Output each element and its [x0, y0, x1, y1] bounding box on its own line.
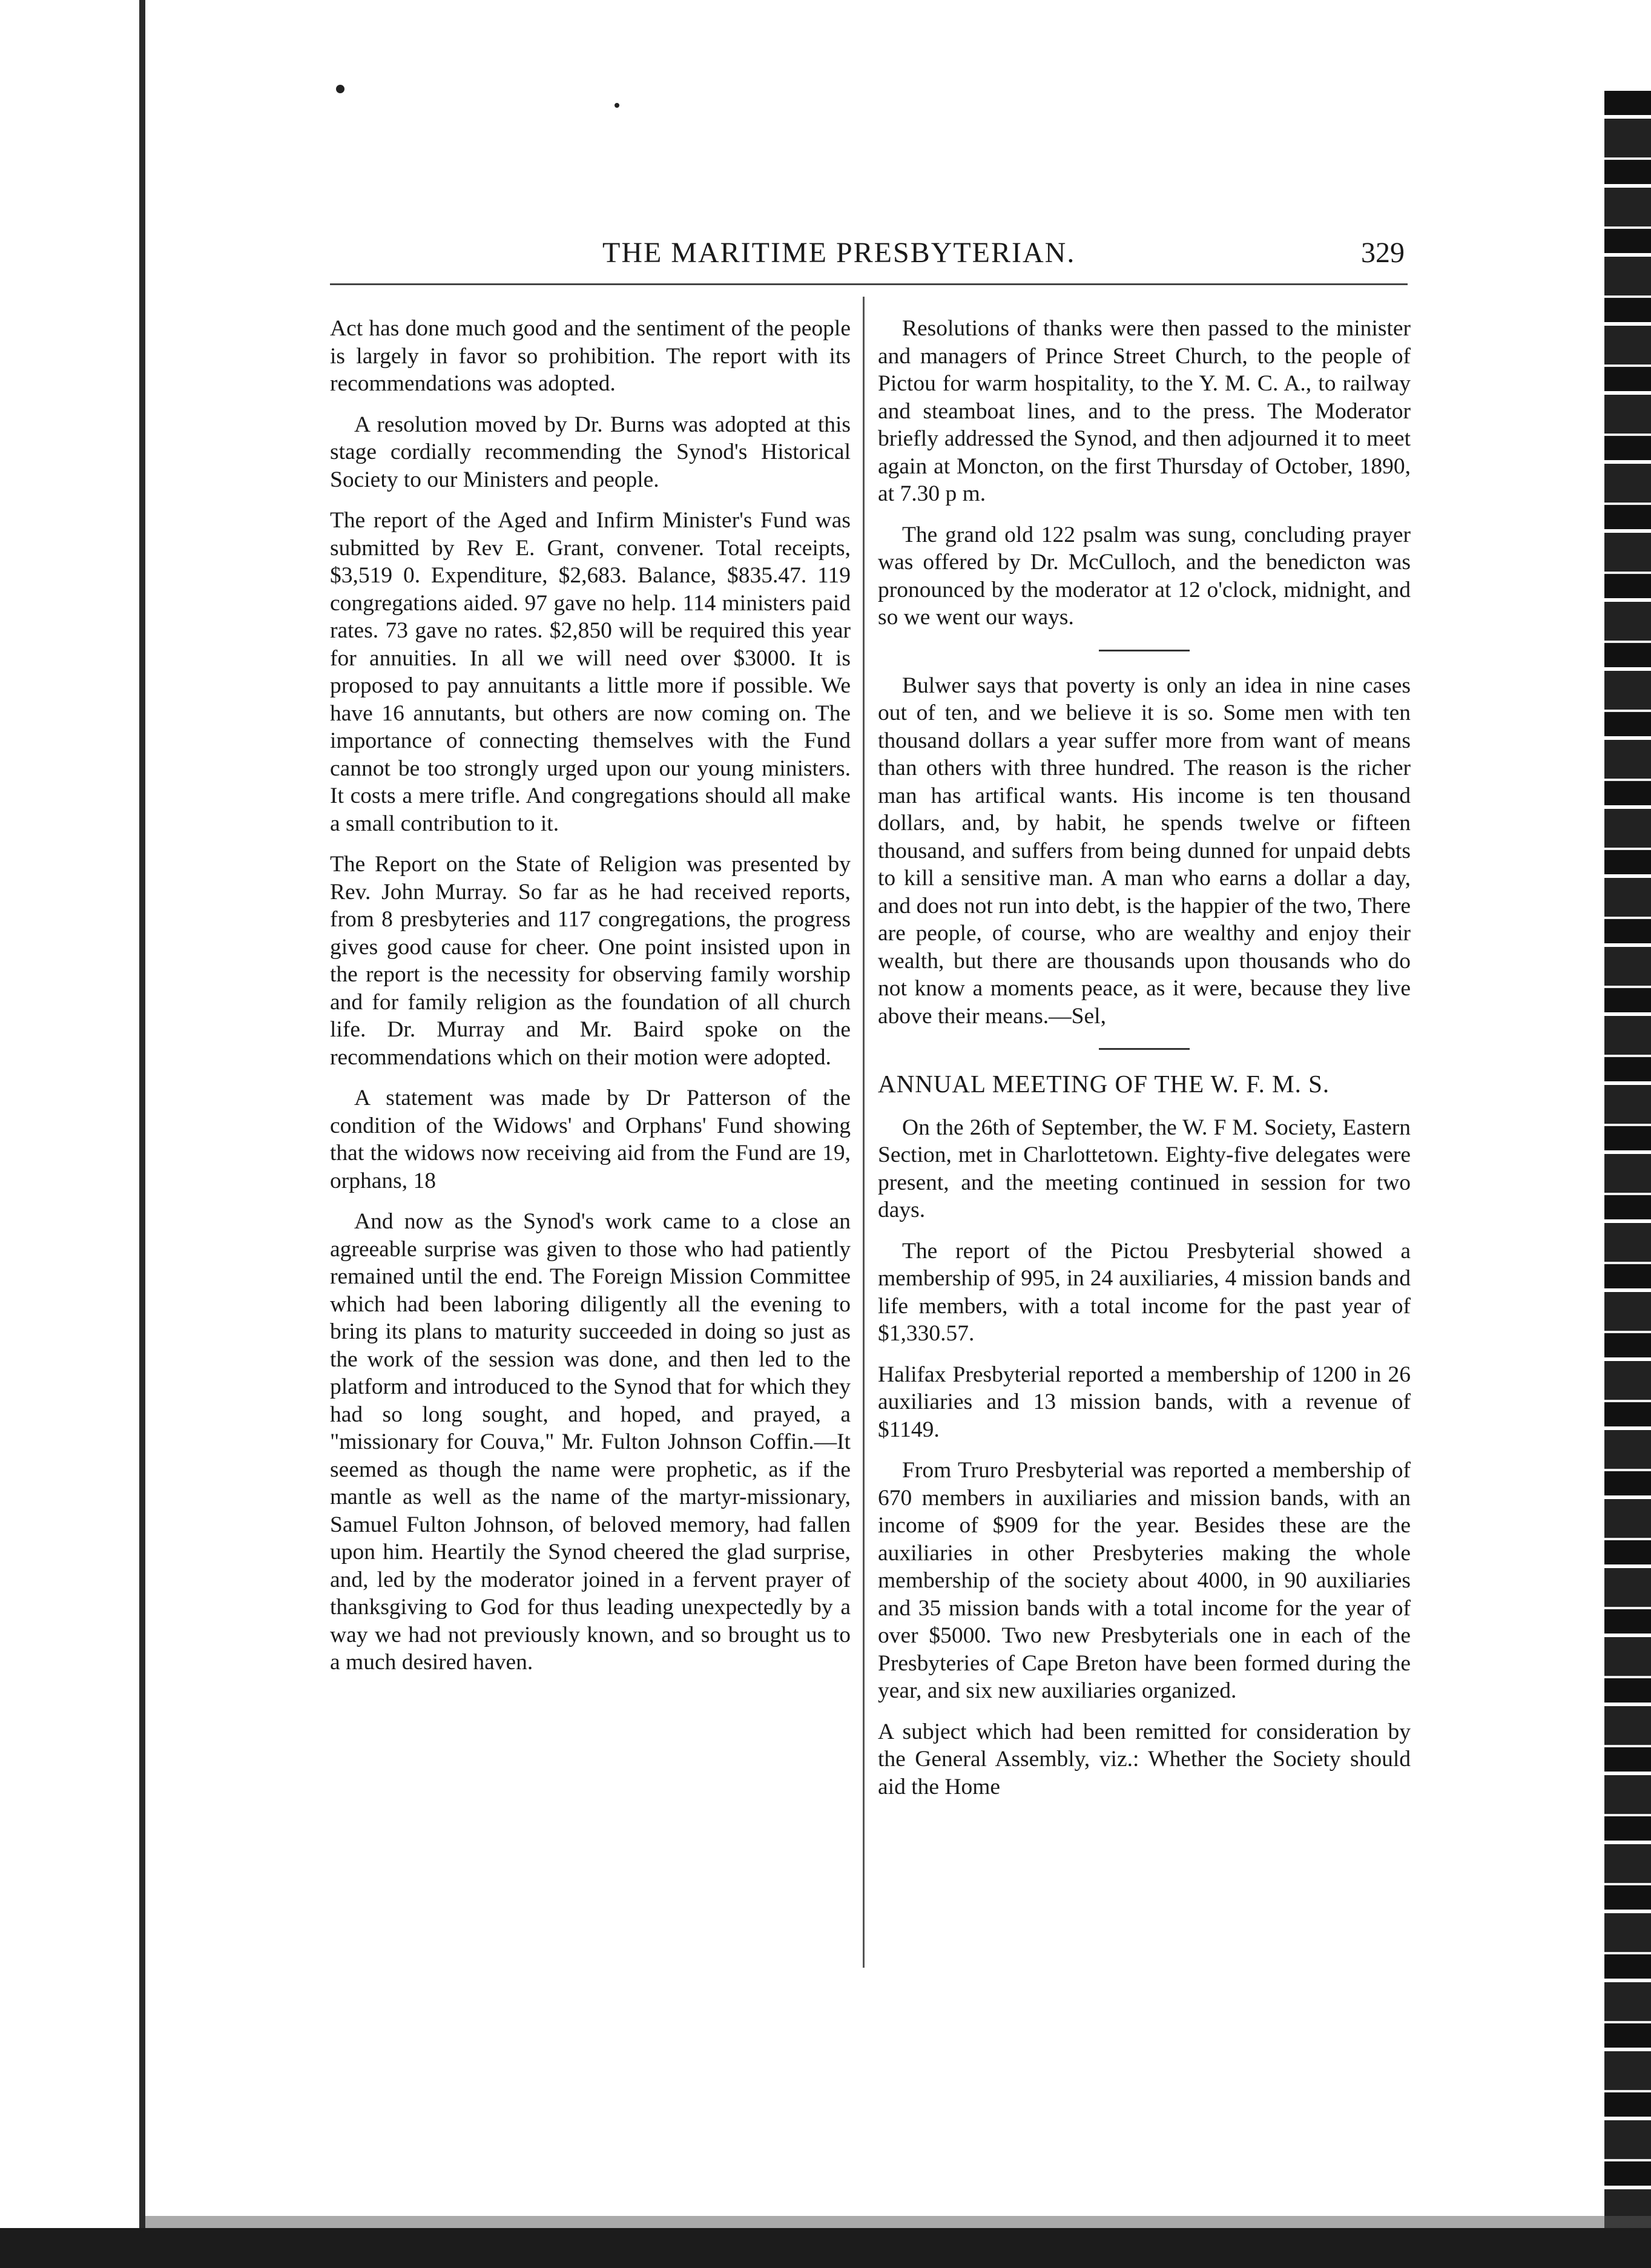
- paragraph: Halifax Presbyterial reported a membership of 1200 in 26 auxiliaries and 13 mission bands, with a revenue of $1149.: [878, 1362, 1411, 1442]
- paragraph: And now as the Synod's work came to a close an agreeable surprise was given to those who had patiently remained until the end. The Foreign Mission Committee which had been laboring diligently all the evening to bring its plans to maturity succeeded in doing so just as the work of the session was done, and then led to the platform and introduced to the Synod that for which they had so long sought, and hoped, and prayed, a "missionary for Couva," Mr. Fulton Johnson Coffin.—It seemed as though the name were prophetic, as if the mantle as well as the name of the martyr-missionary, Samuel Fulton Johnson, of beloved memory, had fallen upon him. Heartily the Synod cheered the glad surprise, and, led by the moderator joined in a fervent prayer of thanksgiving to God for thus leading unexpectedly by a way we had not previously known, and so brought us to a much desired haven.: [330, 1209, 851, 1675]
- page-header: [327, 236, 1405, 279]
- paragraph: A subject which had been remitted for consideration by the General Assembly, viz.: Whether the Society should aid the Home: [878, 1719, 1411, 1799]
- right-column: [878, 315, 1411, 1814]
- paragraph: Act has done much good and the sentiment of the people is largely in favor so prohibition. The report with its recommendations was adopted.: [330, 316, 851, 396]
- paragraph: A statement was made by Dr Patterson of the condition of the Widows' and Orphans' Fund showing that the widows now receiving aid from the Fund are 19, orphans, 18: [330, 1086, 851, 1193]
- column-divider: [863, 297, 865, 1968]
- paragraph: The report of the Aged and Infirm Minister's Fund was submitted by Rev E. Grant, convener. Total receipts, $3,519 0. Expenditure, $2,683. Balance, $835.47. 119 congregations aided. 97 gave no help. 114 ministers paid rates. 73 gave no rates. $2,850 will be required this year for annuities. In all we will need over $3000. It is proposed to pay annuitants a little more if possible. We have 16 annutants, but others are now coming on. The importance of connecting themselves with the Fund cannot be too strongly urged upon our young ministers. It costs a mere trifle. And congregations should all make a small contribution to it.: [330, 508, 851, 836]
- journal-title: THE MARITIME PRESBYTERIAN.: [602, 237, 1076, 269]
- paragraph: The grand old 122 psalm was sung, concluding prayer was offered by Dr. McCulloch, and the benedicton was pronounced by the moderator at 12 o'clock, midnight, and so we went our ways.: [878, 522, 1411, 630]
- paragraph: Bulwer says that poverty is only an idea in nine cases out of ten, and we believe it is so. Some men with ten thousand dollars a year suffer more from want of means than others with three hundred. The reason is the richer man has artifical wants. His income is ten thousand dollars, and, by habit, he spends twelve or fifteen thousand, and suffers from being dunned for unpaid debts to kill a sensitive man. A man who earns a dollar a day, and does not run into debt, is the happier of the two, There are people, of course, who are wealthy and enjoy their wealth, but there are thousands upon thousands who do not know a moments peace, as it were, because they live above their means.—Sel,: [878, 673, 1411, 1029]
- scan-speck: [615, 103, 619, 108]
- page-number: 329: [1361, 237, 1405, 269]
- section-rule: [1099, 650, 1190, 651]
- scan-left-edge: [139, 0, 145, 2264]
- paragraph: On the 26th of September, the W. F M. Society, Eastern Section, met in Charlottetown. Eighty-five delegates were present, and the meeting continued in session for two days.: [878, 1115, 1411, 1222]
- scan-right-edge: [1604, 91, 1651, 2234]
- scan-bottom-edge: [0, 2228, 1651, 2268]
- section-rule: [1099, 1048, 1190, 1050]
- article-heading: ANNUAL MEETING OF THE W. F. M. S.: [878, 1070, 1330, 1098]
- header-rule: [330, 283, 1408, 285]
- paragraph: Resolutions of thanks were then passed to the minister and managers of Prince Street Church, to the people of Pictou for warm hospitality, to the Y. M. C. A., to railway and steamboat lines, and to the press. The Moderator briefly addressed the Synod, and then adjourned it to meet again at Moncton, on the first Thursday of October, 1890, at 7.30 p m.: [878, 316, 1411, 506]
- paragraph: The Report on the State of Religion was presented by Rev. John Murray. So far as he had received reports, from 8 presbyteries and 117 congregations, the progress gives good cause for cheer. One point insisted upon in the report is the necessity for observing family worship and for family religion as the foundation of all church life. Dr. Murray and Mr. Baird spoke on the recommendations which on their motion were adopted.: [330, 852, 851, 1070]
- paragraph: A resolution moved by Dr. Burns was adopted at this stage cordially recommending the Synod's Historical Society to our Ministers and people.: [330, 412, 851, 492]
- left-column: [330, 315, 851, 1690]
- paragraph: The report of the Pictou Presbyterial showed a membership of 995, in 24 auxiliaries, 4 mission bands and life members, with a total income for the past year of $1,330.57.: [878, 1238, 1411, 1346]
- paragraph: From Truro Presbyterial was reported a membership of 670 members in auxiliaries and mission bands, with an income of $909 for the year. Besides these are the auxiliaries in other Presbyteries making the whole membership of the society about 4000, in 90 auxiliaries and 35 mission bands with a total income for the year of over $5000. Two new Presbyterials one in each of the Presbyteries of Cape Breton have been formed during the year, and six new auxiliaries organized.: [878, 1458, 1411, 1703]
- scan-speck: [336, 85, 344, 93]
